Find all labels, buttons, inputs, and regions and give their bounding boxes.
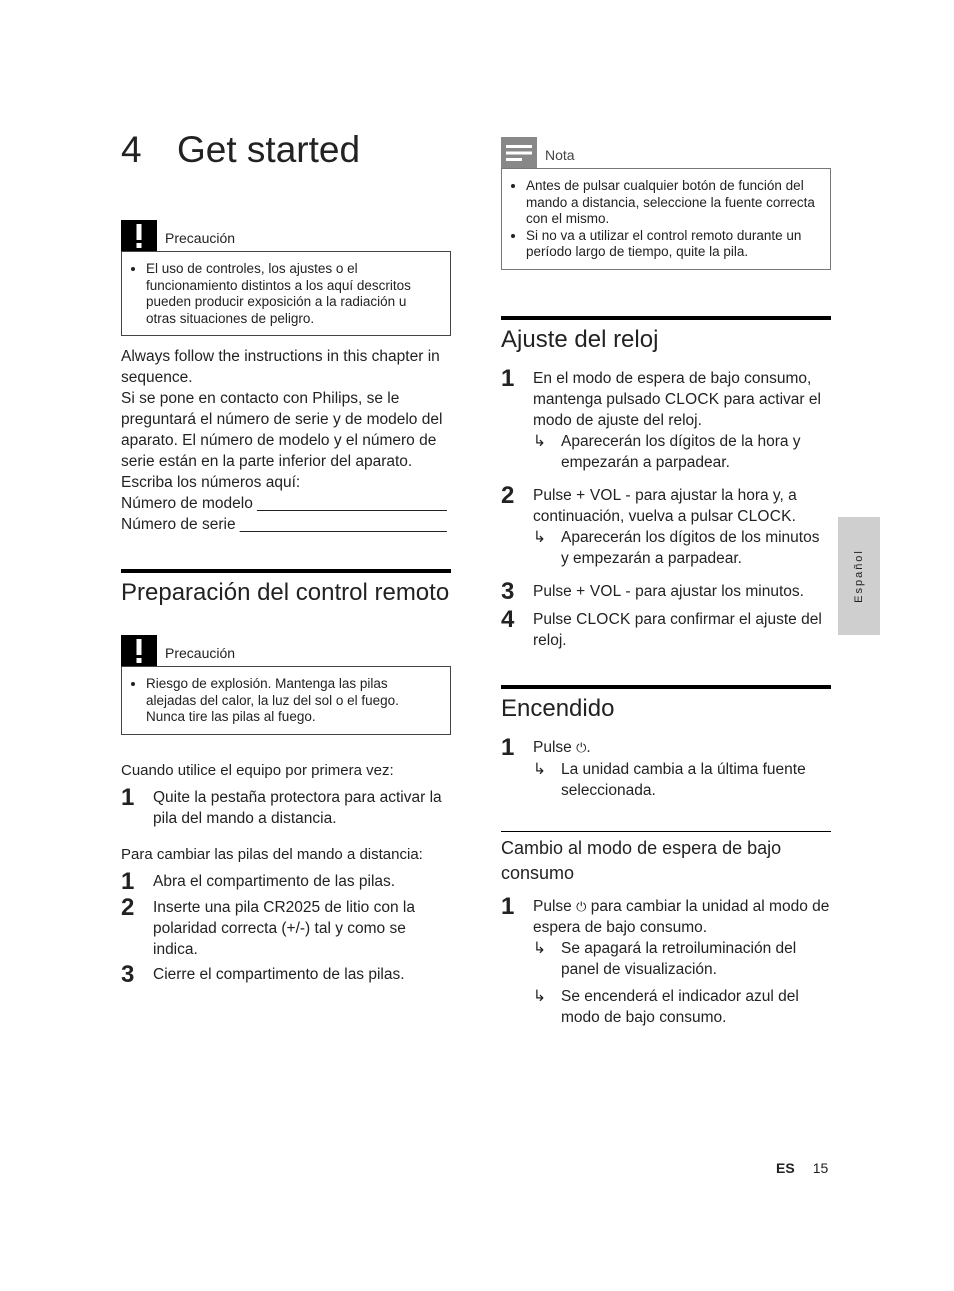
note-item: • Antes de pulsar cualquier botón de función del mando a distancia, seleccione la fuente correcta con el mismo. bbox=[526, 178, 820, 228]
step-result bbox=[501, 527, 831, 569]
step-number: 4 bbox=[501, 605, 515, 633]
step-number: 1 bbox=[501, 892, 515, 920]
model-number-line: Número de modelo ______________________ bbox=[121, 495, 447, 512]
step-item bbox=[121, 893, 451, 960]
vol-key: + VOL - bbox=[576, 486, 631, 504]
step-result bbox=[501, 938, 831, 980]
step-number: 2 bbox=[501, 481, 515, 509]
section-title-power-on: Encendido bbox=[501, 685, 831, 723]
caution-item: • Riesgo de explosión. Mantenga las pilas alejadas del calor, la luz del sol o el fuego. Nunca tire las pilas al fuego. bbox=[146, 676, 440, 726]
step-result bbox=[501, 431, 831, 473]
chapter-title-text: Get started bbox=[177, 129, 361, 170]
page-footer bbox=[776, 1160, 828, 1176]
result-arrow-icon: ↳ bbox=[533, 987, 546, 1005]
step-item bbox=[121, 960, 451, 988]
step-item bbox=[501, 364, 831, 431]
step-number: 3 bbox=[121, 960, 135, 988]
power-icon: ⏻ bbox=[576, 739, 587, 755]
step-text: Abra el compartimento de las pilas. bbox=[153, 872, 396, 890]
result-text: Se apagará la retroiluminación del panel de visualización. bbox=[561, 939, 797, 978]
result-text: Aparecerán los dígitos de los minutos y empezarán a parpadear. bbox=[561, 528, 820, 567]
note-item: • Si no va a utilizar el control remoto durante un período largo de tiempo, quite la pila. bbox=[526, 228, 820, 261]
result-arrow-icon: ↳ bbox=[533, 528, 546, 546]
step-text: para confirmar el ajuste del reloj. bbox=[533, 610, 822, 649]
step-text: para ajustar la hora y, a continuación, vuelva a pulsar bbox=[533, 486, 797, 525]
caution-box-2 bbox=[121, 635, 451, 735]
step-text: para activar el modo de ajuste del reloj. bbox=[533, 390, 821, 429]
note-lines-icon bbox=[501, 137, 537, 168]
language-tab-label: Español bbox=[853, 549, 865, 603]
section-title-standby: Cambio al modo de espera de bajo consumo bbox=[501, 831, 831, 886]
step-item bbox=[501, 605, 831, 651]
footer-language: ES bbox=[776, 1160, 795, 1176]
step-number: 2 bbox=[121, 893, 135, 921]
step-text: Pulse bbox=[533, 897, 577, 915]
step-item bbox=[121, 783, 451, 829]
step-item bbox=[501, 481, 831, 527]
step-text: para cambiar la unidad al modo de espera de bajo consumo. bbox=[533, 897, 830, 936]
step-result bbox=[501, 759, 831, 801]
result-text: Se encenderá el indicador azul del modo de bajo consumo. bbox=[561, 987, 799, 1026]
step-text: En el modo de espera de bajo consumo, mantenga pulsado bbox=[533, 369, 812, 408]
note-box bbox=[501, 137, 831, 270]
step-text: Pulse bbox=[533, 610, 577, 628]
step-text: Quite la pestaña protectora para activar la pila del mando a distancia. bbox=[153, 788, 442, 827]
step-item bbox=[121, 867, 451, 895]
caution-item: • El uso de controles, los ajustes o el funcionamiento distintos a los aquí descritos pueden producir exposición a la radiación u otras situaciones de peligro. bbox=[146, 261, 440, 327]
clock-key: CLOCK bbox=[737, 507, 792, 525]
result-arrow-icon: ↳ bbox=[533, 760, 546, 778]
step-item bbox=[501, 577, 831, 605]
step-text: para ajustar los minutos. bbox=[630, 582, 804, 600]
result-text: La unidad cambia a la última fuente seleccionada. bbox=[561, 760, 806, 799]
step-number: 3 bbox=[501, 577, 515, 605]
replace-battery-heading: Para cambiar las pilas del mando a distancia: bbox=[121, 845, 423, 863]
clock-key: CLOCK bbox=[576, 610, 631, 628]
clock-key: CLOCK bbox=[664, 390, 720, 408]
serial-number-line: Número de serie ________________________ bbox=[121, 516, 447, 533]
left-column bbox=[121, 128, 451, 986]
right-column bbox=[501, 137, 831, 1028]
caution-label: Precaución bbox=[165, 230, 236, 246]
intro-paragraph: Always follow the instructions in this chapter in sequence. bbox=[121, 348, 440, 386]
caution-label: Precaución bbox=[165, 645, 236, 661]
step-text: Pulse bbox=[533, 738, 577, 756]
result-text: Aparecerán los dígitos de la hora y empezarán a parpadear. bbox=[561, 432, 801, 471]
power-icon: ⏻ bbox=[576, 898, 587, 914]
exclamation-icon bbox=[121, 220, 157, 251]
section-title-clock: Ajuste del reloj bbox=[501, 316, 831, 354]
vol-key: + VOL - bbox=[576, 582, 631, 600]
section-title-remote: Preparación del control remoto bbox=[121, 569, 451, 607]
step-number: 1 bbox=[501, 364, 515, 392]
step-text: Cierre el compartimento de las pilas. bbox=[153, 965, 405, 983]
step-text: . bbox=[791, 507, 796, 525]
page-number: 15 bbox=[812, 1160, 829, 1176]
exclamation-icon bbox=[121, 635, 157, 666]
language-side-tab bbox=[838, 517, 880, 635]
step-item bbox=[501, 892, 831, 938]
step-text: Pulse bbox=[533, 582, 577, 600]
step-number: 1 bbox=[121, 867, 135, 895]
step-text: Pulse bbox=[533, 486, 577, 504]
step-text: . bbox=[586, 738, 591, 756]
step-number: 1 bbox=[121, 783, 135, 811]
chapter-number: 4 bbox=[121, 129, 142, 170]
result-arrow-icon: ↳ bbox=[533, 939, 546, 957]
first-use-heading: Cuando utilice el equipo por primera vez: bbox=[121, 761, 394, 779]
contact-paragraph: Si se pone en contacto con Philips, se le preguntará el número de serie y de modelo del aparato. El número de modelo y el número de serie están en la parte inferior del aparato. Escriba los números aquí: bbox=[121, 390, 443, 491]
result-arrow-icon: ↳ bbox=[533, 432, 546, 450]
chapter-title bbox=[121, 128, 451, 172]
step-result bbox=[501, 986, 831, 1028]
step-item bbox=[501, 733, 831, 761]
note-label: Nota bbox=[545, 147, 575, 163]
step-number: 1 bbox=[501, 733, 515, 761]
step-text: Inserte una pila CR2025 de litio con la polaridad correcta (+/-) tal y como se indica. bbox=[153, 898, 415, 958]
caution-box-1 bbox=[121, 220, 451, 336]
